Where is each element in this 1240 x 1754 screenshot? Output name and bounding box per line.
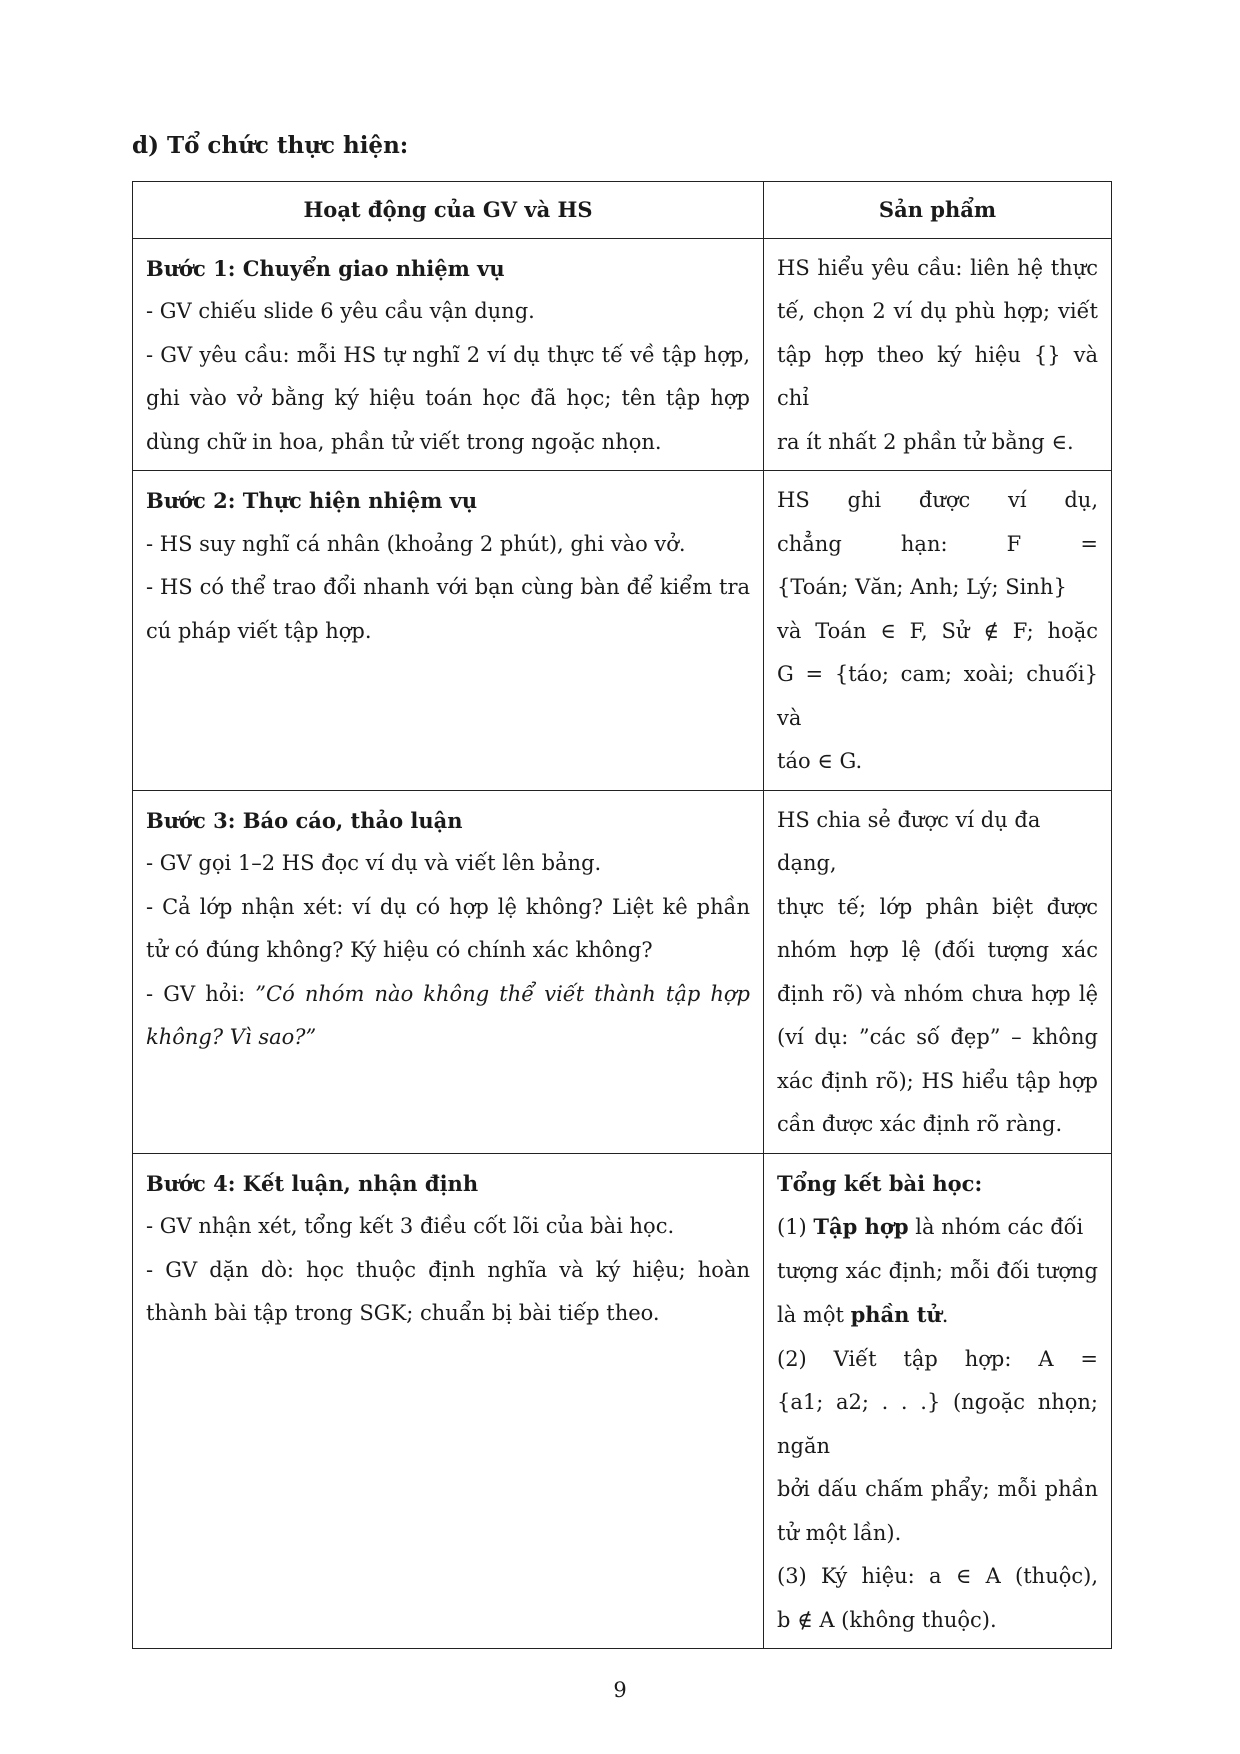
page-number: 9 bbox=[613, 1678, 627, 1702]
activity-line: cú pháp viết tập hợp. bbox=[146, 618, 372, 643]
summary-line: {a1; a2; . . .} (ngoặc nhọn; ngăn bbox=[777, 1390, 1098, 1458]
table-row bbox=[133, 790, 1112, 1153]
product-line: thực tế; lớp phân biệt được bbox=[777, 894, 1098, 919]
product-line: tập hợp theo ký hiệu {} và chỉ bbox=[777, 342, 1098, 410]
summary-line bbox=[777, 1293, 1098, 1338]
product-line: HS hiểu yêu cầu: liên hệ thực bbox=[777, 255, 1098, 280]
product-line: HS ghi được ví dụ, bbox=[777, 488, 1098, 512]
activity-cell bbox=[133, 238, 764, 471]
activity-line: - GV chiếu slide 6 yêu cầu vận dụng. bbox=[146, 299, 535, 323]
summary-line: tử một lần). bbox=[777, 1520, 902, 1545]
activity-cell bbox=[133, 1153, 764, 1649]
activity-line bbox=[146, 973, 750, 1017]
product-line: cần được xác định rõ ràng. bbox=[777, 1112, 1063, 1136]
activity-line: - GV dặn dò: học thuộc định nghĩa và ký hiệu; hoàn bbox=[146, 1257, 750, 1282]
step-title: Bước 3: Báo cáo, thảo luận bbox=[146, 807, 463, 833]
summary-text: là nhóm các đối bbox=[908, 1215, 1084, 1239]
activity-cell bbox=[133, 790, 764, 1153]
product-line: (ví dụ: ”các số đẹp” – không bbox=[777, 1025, 1098, 1049]
product-cell bbox=[764, 1153, 1112, 1649]
summary-point-3: (3) Ký hiệu: a ∈ A (thuộc), bbox=[777, 1564, 1098, 1588]
summary-line: b ∉ A (không thuộc). bbox=[777, 1607, 997, 1632]
activity-line: - HS có thể trao đổi nhanh với bạn cùng bàn để kiểm tra bbox=[146, 575, 750, 599]
activity-line: - Cả lớp nhận xét: ví dụ có hợp lệ không? Liệt kê phần bbox=[146, 894, 750, 919]
step-title: Bước 1: Chuyển giao nhiệm vụ bbox=[146, 255, 505, 281]
table-row bbox=[133, 1153, 1112, 1649]
product-line: ra ít nhất 2 phần tử bằng ∈. bbox=[777, 429, 1074, 454]
activity-line: thành bài tập trong SGK; chuẩn bị bài tiếp theo. bbox=[146, 1301, 660, 1325]
product-line: chẳng hạn: F = bbox=[777, 531, 1098, 556]
activity-line: - GV nhận xét, tổng kết 3 điều cốt lõi của bài học. bbox=[146, 1214, 675, 1238]
header-product: Sản phẩm bbox=[764, 182, 1112, 239]
summary-text: là một bbox=[777, 1303, 851, 1327]
product-line: và Toán ∈ F, Sử ∉ F; hoặc bbox=[777, 618, 1098, 643]
summary-point-1 bbox=[777, 1205, 1098, 1250]
product-line: táo ∈ G. bbox=[777, 749, 863, 773]
teacher-question: ”Có nhóm nào không thể viết thành tập hợp bbox=[255, 981, 750, 1006]
activity-line: tử có đúng không? Ký hiệu có chính xác không? bbox=[146, 938, 653, 962]
product-cell bbox=[764, 238, 1112, 471]
table-row bbox=[133, 471, 1112, 791]
header-activity: Hoạt động của GV và HS bbox=[133, 182, 764, 239]
product-cell bbox=[764, 471, 1112, 791]
summary-prefix: (1) bbox=[777, 1215, 814, 1239]
activity-line: - GV gọi 1–2 HS đọc ví dụ và viết lên bảng. bbox=[146, 851, 602, 875]
product-line: tế, chọn 2 ví dụ phù hợp; viết bbox=[777, 299, 1098, 323]
step-title: Bước 2: Thực hiện nhiệm vụ bbox=[146, 488, 478, 513]
activity-cell bbox=[133, 471, 764, 791]
activity-line: dùng chữ in hoa, phần tử viết trong ngoặc nhọn. bbox=[146, 429, 662, 454]
step-title: Bước 4: Kết luận, nhận định bbox=[146, 1170, 479, 1196]
product-cell bbox=[764, 790, 1112, 1153]
summary-line: bởi dấu chấm phẩy; mỗi phần bbox=[777, 1477, 1098, 1501]
quote-prefix: - GV hỏi: bbox=[146, 981, 256, 1006]
product-line: nhóm hợp lệ (đối tượng xác bbox=[777, 938, 1098, 962]
term-set: Tập hợp bbox=[813, 1214, 909, 1239]
summary-line: tượng xác định; mỗi đối tượng bbox=[777, 1258, 1098, 1283]
activity-line: - HS suy nghĩ cá nhân (khoảng 2 phút), ghi vào vở. bbox=[146, 531, 686, 556]
summary-title: Tổng kết bài học: bbox=[777, 1170, 983, 1196]
product-line: {Toán; Văn; Anh; Lý; Sinh} bbox=[777, 575, 1067, 599]
table-header-row bbox=[133, 182, 1112, 239]
product-line: định rõ) và nhóm chưa hợp lệ bbox=[777, 981, 1098, 1006]
product-line: xác định rõ); HS hiểu tập hợp bbox=[777, 1068, 1098, 1093]
summary-point-2: (2) Viết tập hợp: A = bbox=[777, 1346, 1098, 1371]
activity-table bbox=[132, 181, 1112, 1649]
activity-line: - GV yêu cầu: mỗi HS tự nghĩ 2 ví dụ thực tế về tập hợp, bbox=[146, 342, 750, 367]
summary-text: . bbox=[941, 1303, 949, 1327]
product-line: HS chia sẻ được ví dụ đa dạng, bbox=[777, 807, 1041, 875]
activity-line: ghi vào vở bằng ký hiệu toán học đã học; tên tập hợp bbox=[146, 386, 750, 410]
product-line: G = {táo; cam; xoài; chuối} và bbox=[777, 662, 1098, 730]
teacher-question-end: không? Vì sao?” bbox=[146, 1025, 317, 1049]
table-row bbox=[133, 238, 1112, 471]
term-element: phần tử bbox=[850, 1302, 942, 1327]
section-heading: d) Tổ chức thực hiện: bbox=[132, 132, 409, 159]
